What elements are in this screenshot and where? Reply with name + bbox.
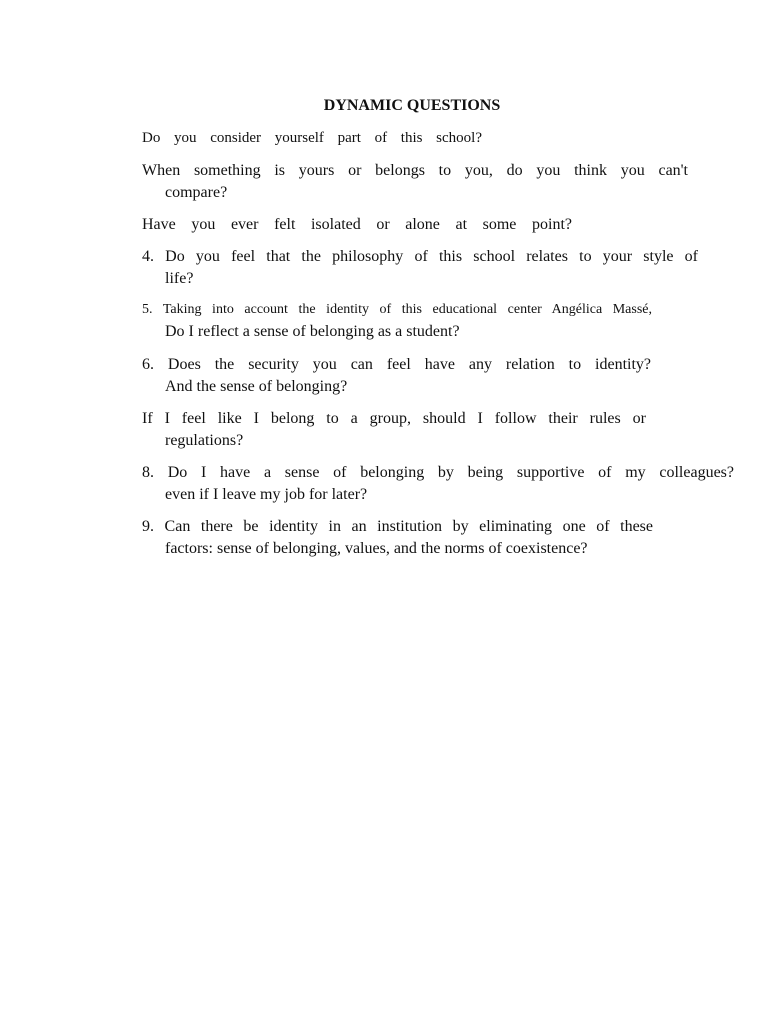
question-item — [142, 299, 652, 343]
question-line: regulations? — [165, 432, 244, 449]
question-line: If I feel like I belong to a group, should I follow their rules or — [142, 410, 646, 427]
question-item — [142, 516, 653, 560]
question-line: Do I reflect a sense of belonging as a student? — [165, 323, 460, 340]
question-line: even if I leave my job for later? — [165, 486, 368, 503]
question-line: 8. Do I have a sense of belonging by being supportive of my colleagues? — [142, 464, 734, 481]
page-title: DYNAMIC QUESTIONS — [323, 97, 501, 114]
question-line: 9. Can there be identity in an institution by eliminating one of these — [142, 518, 653, 535]
question-line: When something is yours or belongs to you, do you think you can't — [142, 162, 688, 179]
question-line: Have you ever felt isolated or alone at some point? — [142, 216, 572, 233]
question-line: Do you consider yourself part of this school? — [142, 130, 482, 146]
question-item — [142, 246, 698, 290]
question-item — [142, 354, 651, 398]
question-item — [142, 127, 482, 149]
question-item — [142, 160, 688, 204]
question-line: compare? — [165, 184, 228, 201]
question-line: life? — [165, 270, 194, 287]
question-line: factors: sense of belonging, values, and the norms of coexistence? — [165, 540, 588, 557]
question-line: 5. Taking into account the identity of this educational center Angélica Massé, — [142, 302, 652, 317]
question-item — [142, 462, 734, 506]
question-line: 6. Does the security you can feel have any relation to identity? — [142, 356, 651, 373]
question-line: And the sense of belonging? — [165, 378, 348, 395]
question-item — [142, 214, 572, 236]
question-item — [142, 408, 646, 452]
question-line: 4. Do you feel that the philosophy of this school relates to your style of — [142, 248, 698, 265]
